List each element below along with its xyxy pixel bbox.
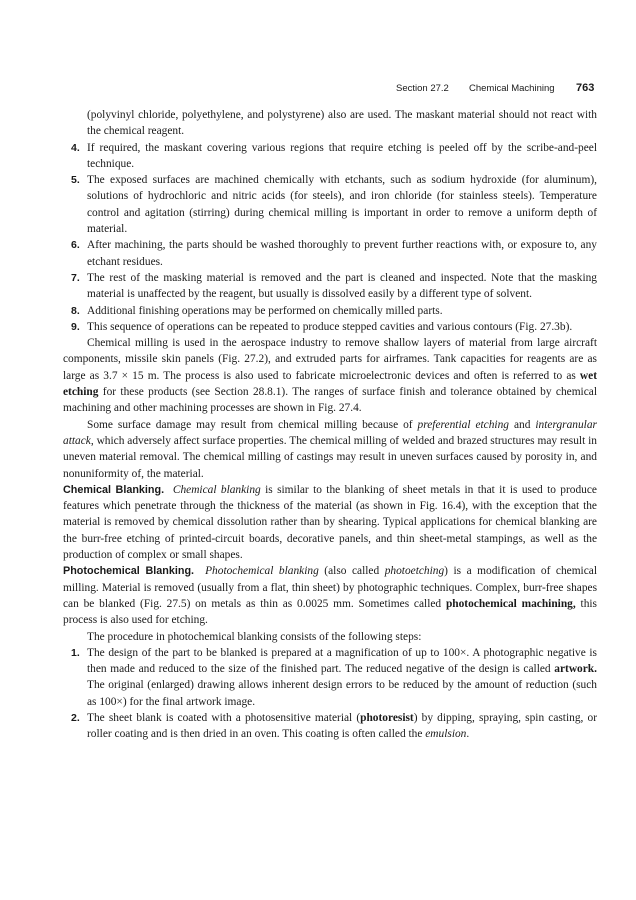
text-run: and <box>508 418 536 431</box>
text-run: Some surface damage may result from chemical milling because of <box>87 418 418 431</box>
list-item <box>63 645 597 710</box>
step-number: 1. <box>71 646 80 659</box>
text-run: is similar to the blanking of sheet metals in that it is used to produce features which penetrate through the thickness of the material (as shown in Fig. 16.4), with the exception that the material is removed by chemical dissolution rather than by shearing. Typical applications for chemical blanking are the burr-free etching of printed-circuit boards, decorative panels, and thin sheet-metal stampings, as well as the production of complex or small shapes. <box>63 483 597 562</box>
list-item <box>63 710 597 743</box>
step-text: This sequence of operations can be repeated to produce stepped cavities and various contours (Fig. 27.3b). <box>87 320 573 333</box>
text-run: this process is also used for etching. <box>63 597 597 627</box>
step-text: Additional finishing operations may be performed on chemically milled parts. <box>87 304 443 317</box>
text-run: Chemical milling is used in the aerospace industry to remove shallow layers of material from large aircraft components, missile skin panels (Fig. 27.2), and extruded parts for airframes. Tank capacities for reagents are as large as 3.7 × 15 m. The process is also used to fabricate microelectronic devices and often is referred to as <box>63 337 597 382</box>
term-photochemical-blanking: Photochemical blanking <box>205 565 319 578</box>
list-item <box>63 172 597 237</box>
step-text: If required, the maskant covering various regions that require etching is peeled off by the scribe-and-peel technique. <box>87 141 597 170</box>
list-item <box>63 319 597 335</box>
step-number: 5. <box>71 174 80 187</box>
text-run: for these products (see Section 28.8.1). The ranges of surface finish and tolerance obtained by chemical machining and other machining processes are shown in Fig. 27.4. <box>63 386 597 415</box>
text-run: ) is a modification of chemical milling. Material is removed (usually from a flat, thin sheet) by photographic techniques. Complex, burr-free shapes can be blanked (Fig. 27.5) on metals as thin as 0.0025 mm. Sometimes called <box>63 565 597 610</box>
term-photoresist: photoresist <box>360 711 414 724</box>
photochemical-blanking-paragraph <box>63 563 597 628</box>
procedure-intro: The procedure in photochemical blanking consists of the following steps: <box>87 630 422 643</box>
intro-continuation: (polyvinyl chloride, polyethylene, and polystyrene) also are used. The maskant material should not react with the chemical reagent. <box>87 109 597 138</box>
step-number: 4. <box>71 141 80 154</box>
text-run: , which adversely affect surface properties. The chemical milling of welded and brazed structures may result in uneven material removal. The chemical milling of castings may result in uneven surfaces caused by porosity in, and nonuniformity of, the material. <box>63 434 597 480</box>
step-text: After machining, the parts should be washed thoroughly to prevent further reactions with, or exposure to, any etchant residues. <box>87 239 597 268</box>
step-number: 6. <box>71 239 80 252</box>
step-number: 7. <box>71 271 80 284</box>
page-body <box>63 107 597 743</box>
text-run: The design of the part to be blanked is prepared at a magnification of up to 100×. A photographic negative is then made and reduced to the size of the finished part. The reduced negative of the design is called <box>87 646 597 676</box>
photochemical-blanking-heading: Photochemical Blanking. <box>63 565 195 578</box>
term-artwork: artwork. <box>554 663 597 676</box>
chemical-milling-paragraph <box>63 335 597 416</box>
text-run: The original (enlarged) drawing allows inherent design errors to be reduced by the amount of reduction (such as 100×) for the final artwork image. <box>87 679 597 708</box>
term-chemical-blanking: Chemical blanking <box>172 483 261 496</box>
step-number: 2. <box>71 711 80 724</box>
step-text: The rest of the masking material is removed and the part is cleaned and inspected. Note that the masking material is unaffected by the reagent, but usually is dissolved easily by a different type of solvent. <box>87 271 597 301</box>
procedure-steps-list <box>63 645 597 743</box>
surface-damage-paragraph <box>63 417 597 482</box>
list-item <box>63 237 597 270</box>
text-run: (also called <box>318 565 385 578</box>
text-run: . <box>466 728 470 741</box>
term-wet-etching: wet etching <box>63 369 597 399</box>
chemical-blanking-paragraph <box>63 482 597 563</box>
maskant-steps-list <box>63 140 597 336</box>
text-run: The sheet blank is coated with a photosensitive material ( <box>87 711 361 724</box>
term-photoetching: photoetching <box>384 565 445 578</box>
section-number: Section 27.2 <box>396 83 449 94</box>
list-item <box>63 303 597 319</box>
page-number: 763 <box>576 82 595 94</box>
list-item <box>63 140 597 173</box>
running-header <box>0 81 636 97</box>
term-photochemical-machining: photochemical machining, <box>445 597 576 610</box>
step-number: 9. <box>71 320 80 333</box>
term-preferential-etching: preferential etching <box>417 418 509 431</box>
term-intergranular-attack: intergranular attack <box>63 418 597 447</box>
step-text: The exposed surfaces are machined chemically with etchants, such as sodium hydroxide (for aluminum), solutions of hydrochloric and nitric acids (for steels), and iron chloride (for stainless steels). Temperature control and agitation (stirring) during chemical milling is important in order to remove a uniform depth of material. <box>87 174 597 236</box>
step-number: 8. <box>71 304 80 317</box>
term-emulsion: emulsion <box>425 728 467 741</box>
chapter-title: Chemical Machining <box>469 83 555 94</box>
list-item <box>63 270 597 303</box>
chemical-blanking-heading: Chemical Blanking. <box>63 483 165 496</box>
text-run: ) by dipping, spraying, spin casting, or roller coating and is then dried in an oven. This coating is often called the <box>87 711 597 741</box>
